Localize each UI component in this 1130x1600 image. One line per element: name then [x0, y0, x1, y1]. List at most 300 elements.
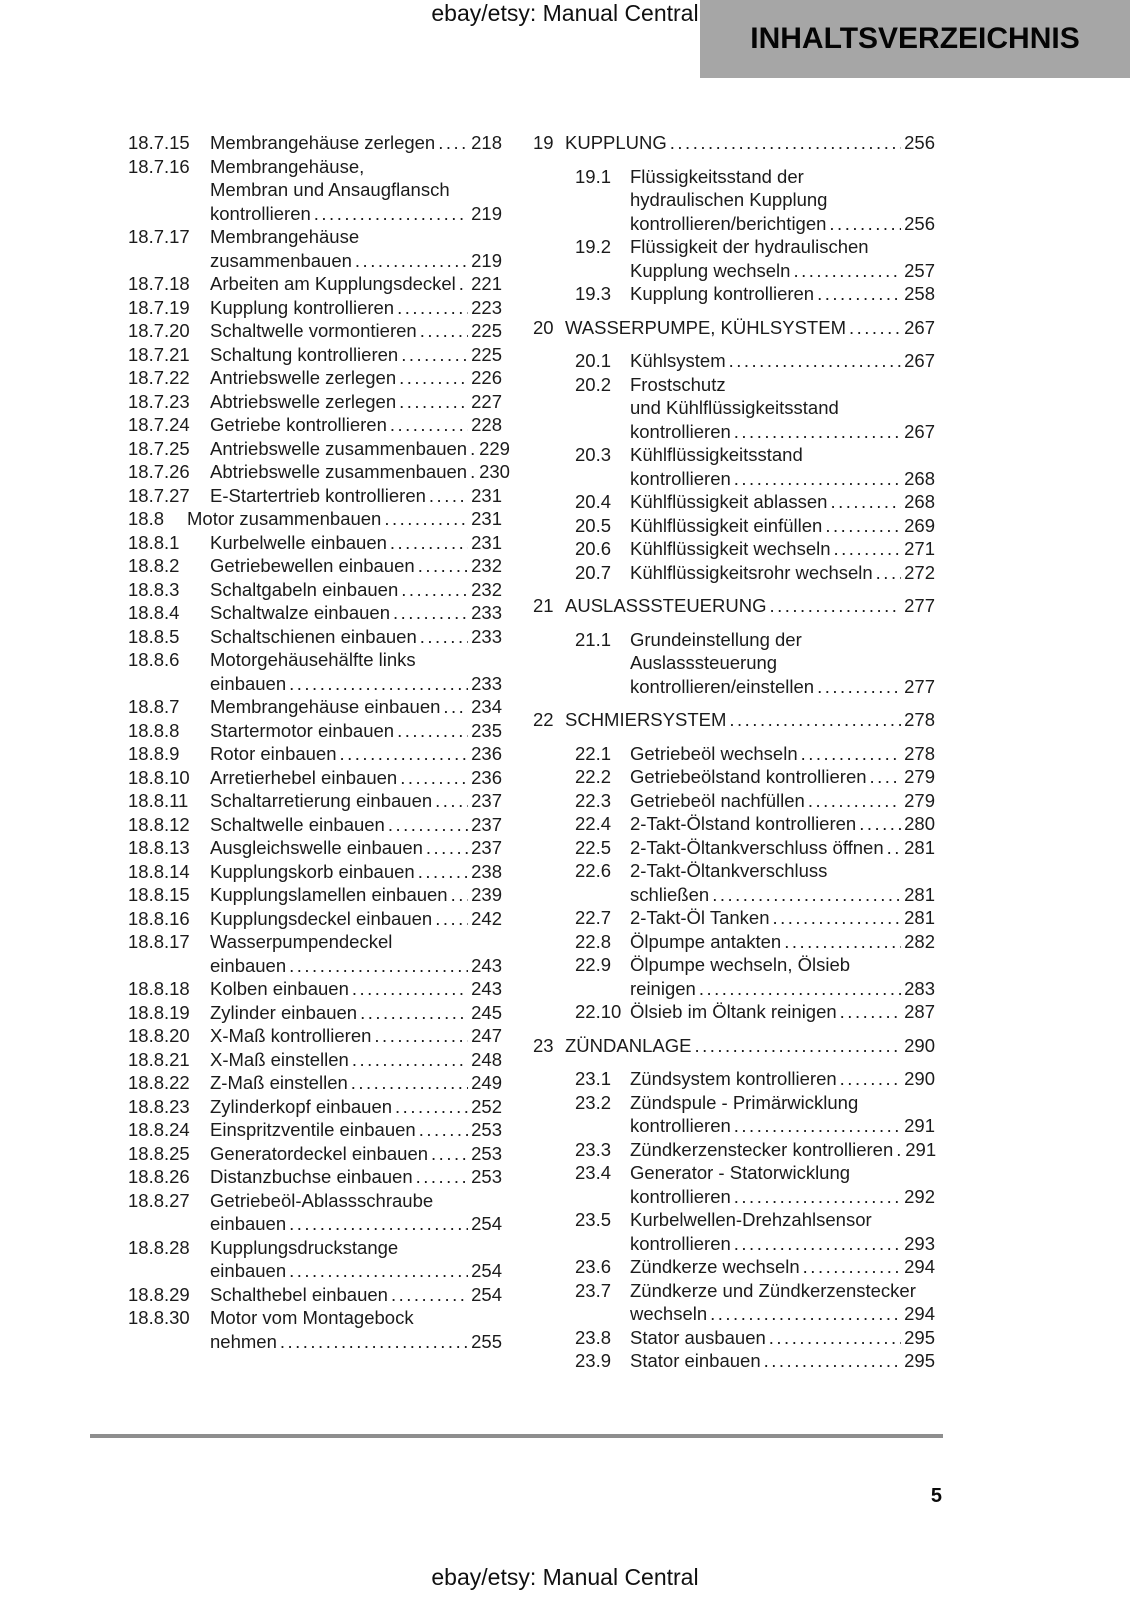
- toc-entry-title-line: [630, 1302, 935, 1326]
- toc-entry: [128, 930, 502, 977]
- toc-entry-title-text: Getriebeölstand kontrollieren: [630, 766, 867, 787]
- toc-entry-title-text: Distanzbuchse einbauen: [210, 1166, 413, 1187]
- toc-entry-title-text: Z-Maß einstellen: [210, 1072, 348, 1093]
- toc-entry: [533, 1138, 935, 1162]
- toc-entry-number: 18.8.1: [128, 531, 180, 553]
- dot-leader: [793, 259, 901, 283]
- toc-entry-page: 295: [904, 1326, 935, 1348]
- toc-entry-page: 254: [471, 1283, 502, 1305]
- dot-leader: [443, 695, 468, 719]
- toc-entry: [128, 1236, 502, 1283]
- toc-entry: [533, 1279, 935, 1326]
- toc-chapter: [533, 131, 935, 155]
- toc-entry-title-line: Flüssigkeit der hydraulischen: [630, 236, 869, 257]
- toc-entry-title-text: Generatordeckel einbauen: [210, 1142, 429, 1164]
- toc-entry-body: [210, 648, 502, 695]
- toc-entry-page: 295: [904, 1350, 935, 1371]
- toc-entry-title-line: [630, 259, 935, 283]
- dot-leader: [280, 1330, 468, 1354]
- toc-entry-title-text: Membrangehäuse zerlegen: [210, 132, 436, 153]
- toc-entry-title-text: Schaltung kontrollieren: [210, 343, 399, 365]
- dot-leader: [420, 319, 468, 343]
- toc-entry: [533, 1255, 935, 1279]
- toc-entry-title-line: [210, 366, 502, 390]
- toc-entry-body: [187, 507, 502, 531]
- toc-entry-title-line: [210, 131, 502, 155]
- toc-entry-body: [210, 860, 502, 884]
- toc-entry-number: 20.1: [575, 350, 612, 371]
- toc-entry-number: 18.8.19: [128, 1001, 190, 1023]
- toc-entry-number: 22.8: [575, 930, 612, 952]
- toc-entry: [128, 1048, 502, 1072]
- toc-entry-body: [630, 628, 935, 699]
- dot-leader: [289, 1212, 468, 1236]
- toc-entry-title-line: hydraulischen Kupplung: [630, 189, 828, 210]
- toc-entry-title-text: Kupplungskorb einbauen: [210, 860, 415, 882]
- toc-entry-page: 236: [471, 766, 502, 788]
- toc-entry-number: 18.8.16: [128, 907, 190, 929]
- dot-leader: [401, 343, 468, 367]
- toc-entry-number: 18.7.24: [128, 414, 190, 435]
- toc-entry-title-line: Membran und Ansaugflansch: [210, 179, 450, 200]
- toc-entry-title-line: [210, 695, 502, 719]
- dot-leader: [314, 202, 468, 226]
- toc-entry: [533, 282, 935, 306]
- toc-entry-title-text: Schaltwelle vormontieren: [210, 320, 417, 341]
- toc-entry-page: 248: [471, 1048, 502, 1070]
- toc-entry-body: [210, 366, 502, 390]
- toc-entry-page: 229: [479, 437, 510, 459]
- toc-entry-title-text: Motor zusammenbauen: [187, 508, 382, 529]
- toc-entry-body: [630, 349, 935, 373]
- toc-entry-body: [210, 225, 502, 272]
- toc-entry-title-line: [210, 1165, 502, 1189]
- toc-entry-title-text: Kühlflüssigkeit ablassen: [630, 491, 828, 512]
- toc-entry-number: 22.4: [575, 813, 612, 834]
- watermark-top: ebay/etsy: Manual Central: [431, 0, 699, 26]
- toc-entry-title-line: [210, 836, 502, 860]
- toc-entry-title-line: [630, 561, 935, 585]
- toc-entry-number: 22.2: [575, 766, 612, 787]
- toc-entry-number: 18.7.26: [128, 461, 190, 482]
- toc-entry-title-text: X-Maß kontrollieren: [210, 1025, 372, 1046]
- toc-entry: [128, 343, 502, 367]
- toc-entry-page: 254: [471, 1213, 502, 1234]
- toc-entry-number: 18.8.12: [128, 813, 190, 835]
- toc-entry: [533, 1000, 935, 1024]
- toc-entry-title-text: einbauen: [210, 954, 287, 976]
- toc-entry-body: [210, 930, 502, 977]
- toc-entry-body: [210, 413, 502, 437]
- toc-entry-title-line: [210, 1071, 502, 1095]
- toc-entry-title-line: [210, 1330, 502, 1354]
- toc-entry-title-text: Schaltgabeln einbauen: [210, 578, 399, 600]
- toc-entry-number: 19.3: [575, 283, 612, 304]
- toc-entry-number: 23.2: [575, 1091, 612, 1113]
- toc-entry-page: 256: [904, 212, 935, 234]
- toc-entry-number: 18.8.5: [128, 625, 180, 647]
- toc-entry-title-text: Stator einbauen: [630, 1350, 761, 1371]
- toc-entry-number: 18.8.20: [128, 1025, 190, 1046]
- toc-entry-title-line: [210, 1024, 502, 1048]
- toc-entry-title-text: Kupplungsdeckel einbauen: [210, 907, 433, 929]
- toc-entry-title-text: SCHMIERSYSTEM: [565, 709, 727, 730]
- dot-leader: [388, 813, 468, 837]
- toc-entry-page: 291: [905, 1138, 937, 1160]
- toc-entry-page: 255: [471, 1330, 502, 1352]
- toc-entry-body: [210, 1118, 502, 1142]
- toc-entry: [128, 1165, 502, 1189]
- toc-entry-title-line: [210, 789, 502, 813]
- dot-leader: [712, 883, 901, 907]
- toc-entry-title-line: [565, 131, 935, 155]
- toc-entry-title-text: WASSERPUMPE, KÜHLSYSTEM: [565, 316, 846, 338]
- toc-entry: [128, 789, 502, 813]
- toc-entry-page: 239: [471, 884, 502, 905]
- toc-entry-body: [210, 766, 502, 790]
- toc-entry-page: 243: [471, 978, 502, 999]
- toc-entry-title-line: Grundeinstellung der: [630, 628, 802, 650]
- toc-entry-page: 218: [471, 132, 502, 153]
- toc-entry: [128, 296, 502, 320]
- toc-entry-page: 294: [904, 1256, 935, 1277]
- toc-entry-number: 23.1: [575, 1068, 612, 1089]
- toc-entry-body: [630, 165, 935, 236]
- toc-entry-number: 22.1: [575, 742, 612, 764]
- dot-leader: [390, 413, 468, 437]
- toc-entry-page: 233: [471, 625, 502, 647]
- toc-entry-title-text: Zündkerze wechseln: [630, 1256, 800, 1277]
- toc-entry-page: 226: [471, 367, 502, 388]
- toc-entry-page: 283: [904, 977, 935, 999]
- toc-entry-title-text: Schaltarretierung einbauen: [210, 790, 433, 811]
- toc-entry-body: [630, 1138, 935, 1162]
- toc-entry-number: 18.7.22: [128, 367, 190, 388]
- toc-entry-body: [210, 343, 502, 367]
- toc-entry-page: 253: [471, 1166, 502, 1187]
- toc-entry-title-line: Kupplungsdruckstange: [210, 1236, 399, 1258]
- dot-leader: [416, 1165, 469, 1189]
- toc-entry: [128, 1142, 502, 1166]
- toc-entry-title-line: [210, 1118, 502, 1142]
- toc-entry-title-line: [210, 883, 502, 907]
- dot-leader: [470, 437, 476, 461]
- toc-entry-page: 236: [471, 743, 502, 764]
- toc-entry-title-text: Getriebeöl nachfüllen: [630, 789, 805, 811]
- toc-entry-number: 21.1: [575, 628, 612, 650]
- toc-entry-title-text: einbauen: [210, 1260, 287, 1281]
- toc-entry-title-text: Kühlflüssigkeit wechseln: [630, 538, 831, 559]
- toc-entry-title-line: [210, 860, 502, 884]
- toc-entry-title-text: kontrollieren: [630, 467, 731, 489]
- toc-entry-title-line: [210, 1048, 502, 1072]
- toc-entry-number: 19.2: [575, 236, 612, 257]
- toc-entry-title-line: [630, 490, 935, 514]
- toc-chapter: [533, 594, 935, 618]
- toc-entry: [533, 906, 935, 930]
- toc-entry-number: 18.8.4: [128, 602, 180, 623]
- toc-entry-title-line: Membrangehäuse: [210, 226, 360, 247]
- toc-entry-title-text: Getriebeöl wechseln: [630, 742, 798, 764]
- toc-entry-body: [630, 373, 935, 444]
- toc-entry: [533, 537, 935, 561]
- dot-leader: [418, 860, 468, 884]
- toc-entry-title-line: 2-Takt-Öltankverschluss: [630, 860, 828, 881]
- toc-entry-body: [630, 282, 935, 306]
- dot-leader: [429, 484, 468, 508]
- toc-entry-body: [210, 1165, 502, 1189]
- toc-entry-page: 233: [471, 602, 502, 623]
- toc-entry-page: 277: [904, 595, 935, 616]
- toc-entry-page: 256: [904, 132, 935, 153]
- toc-entry-number: 18.8.11: [128, 790, 189, 811]
- toc-entry-page: 219: [471, 249, 502, 271]
- toc-entry-number: 18.8.23: [128, 1095, 190, 1117]
- dot-leader: [801, 742, 902, 766]
- toc-entry-title-line: [630, 765, 935, 789]
- toc-entry-title-line: [210, 272, 502, 296]
- toc-entry-title-text: Zylinderkopf einbauen: [210, 1095, 393, 1117]
- toc-entry-title-text: Kühlsystem: [630, 350, 726, 371]
- toc-entry-body: [210, 977, 502, 1001]
- dot-leader: [829, 212, 901, 236]
- toc-entry-title-line: [565, 316, 935, 340]
- toc-entry-number: 18.8.17: [128, 931, 190, 952]
- toc-entry-body: [210, 1024, 502, 1048]
- dot-leader: [840, 1067, 901, 1091]
- toc-entry-body: [630, 859, 935, 906]
- toc-entry-number: 18.7.20: [128, 320, 190, 341]
- toc-entry-number: 18.8.13: [128, 837, 190, 858]
- toc-entry: [128, 860, 502, 884]
- toc-entry-title-line: [210, 413, 502, 437]
- toc-entry-title-line: [210, 531, 502, 555]
- toc-entry: [128, 131, 502, 155]
- toc-entry-title-line: [210, 578, 502, 602]
- dot-leader: [374, 1024, 468, 1048]
- toc-entry: [533, 1208, 935, 1255]
- toc-entry: [128, 225, 502, 272]
- toc-entry-title-line: [630, 1255, 935, 1279]
- toc-entry-title-text: 2-Takt-Ölstand kontrollieren: [630, 813, 857, 834]
- toc-entry-page: 237: [471, 790, 502, 811]
- toc-entry-number: 18.7.27: [128, 484, 190, 506]
- toc-entry-title-line: [630, 883, 935, 907]
- toc-entry-page: 277: [904, 675, 935, 697]
- toc-entry-title-line: [210, 672, 502, 696]
- toc-entry-number: 20: [533, 316, 554, 338]
- toc-entry-title-text: Kühlflüssigkeitsrohr wechseln: [630, 561, 873, 583]
- toc-entry-page: 221: [471, 273, 502, 294]
- toc-entry-page: 225: [471, 343, 502, 365]
- toc-entry: [533, 859, 935, 906]
- toc-entry-number: 18.8.21: [128, 1048, 190, 1070]
- toc-entry-number: 18.8.9: [128, 743, 180, 764]
- dot-leader: [391, 1283, 468, 1307]
- toc-entry-title-text: kontrollieren: [630, 420, 731, 442]
- dot-leader: [352, 1048, 468, 1072]
- toc-entry-title-line: [630, 1232, 935, 1256]
- toc-entry-title-text: einbauen: [210, 1213, 287, 1234]
- toc-entry-number: 23.7: [575, 1279, 612, 1301]
- toc-entry-body: [630, 443, 935, 490]
- toc-entry-body: [210, 460, 510, 484]
- toc-entry-page: 268: [904, 467, 935, 489]
- toc-entry-body: [210, 789, 502, 813]
- toc-entry-number: 18.8.24: [128, 1119, 190, 1140]
- toc-entry-body: [565, 708, 935, 732]
- toc-entry-title-text: reinigen: [630, 977, 696, 999]
- toc-entry-body: [210, 390, 502, 414]
- toc-entry-title-line: Frostschutz: [630, 373, 726, 395]
- toc-entry-number: 18.8.29: [128, 1283, 190, 1305]
- toc-entry: [533, 1091, 935, 1138]
- toc-entry-title-line: [210, 484, 502, 508]
- toc-entry-body: [630, 537, 935, 561]
- toc-entry-number: 18.8.28: [128, 1236, 190, 1258]
- dot-leader: [840, 1000, 901, 1024]
- toc-entry-title-line: Kühlflüssigkeitsstand: [630, 444, 803, 465]
- toc-entry: [128, 155, 502, 226]
- toc-entry-page: 268: [904, 491, 935, 512]
- toc-entry-title-line: Motorgehäusehälfte links: [210, 649, 416, 670]
- toc-entry-title-text: Schaltschienen einbauen: [210, 625, 417, 647]
- toc-entry-page: 292: [904, 1185, 935, 1207]
- toc-entry-body: [210, 1236, 502, 1283]
- toc-chapter: [533, 1034, 935, 1058]
- toc-entry-title-text: Kupplung kontrollieren: [210, 296, 395, 318]
- toc-entry-page: 290: [904, 1068, 935, 1089]
- toc-entry-page: 237: [471, 813, 502, 835]
- toc-entry-page: 243: [471, 954, 502, 976]
- toc-entry-body: [565, 594, 935, 618]
- toc-entry-body: [210, 296, 502, 320]
- toc-entry-title-text: schließen: [630, 883, 710, 905]
- toc-entry-title-line: Ölpumpe wechseln, Ölsieb: [630, 954, 851, 975]
- toc-entry-page: 267: [904, 350, 935, 371]
- toc-entry-body: [630, 1349, 935, 1373]
- toc-entry-title-text: Abtriebswelle zusammenbauen: [210, 461, 468, 482]
- dot-leader: [830, 490, 901, 514]
- toc-entry: [128, 484, 502, 508]
- toc-entry-title-line: [630, 1349, 935, 1373]
- page-number: 5: [930, 1485, 942, 1507]
- toc-entry-page: 228: [471, 414, 502, 435]
- toc-entry-number: 18.8.25: [128, 1142, 190, 1164]
- toc-entry-body: [630, 789, 935, 813]
- toc-entry: [533, 514, 935, 538]
- toc-entry-number: 21: [533, 595, 554, 616]
- toc-entry: [533, 742, 935, 766]
- toc-entry-title-text: Zylinder einbauen: [210, 1001, 358, 1023]
- toc-entry-title-text: 2-Takt-Öltankverschluss öffnen: [630, 836, 884, 858]
- toc-entry-page: 233: [471, 672, 502, 694]
- toc-entry-page: 294: [904, 1303, 935, 1324]
- toc-entry: [533, 490, 935, 514]
- toc-entry-number: 18.7.21: [128, 343, 190, 365]
- dot-leader: [734, 1185, 901, 1209]
- toc-entry-page: 281: [904, 836, 935, 858]
- toc-entry-body: [630, 1161, 935, 1208]
- dot-leader: [817, 675, 901, 699]
- toc-entry-title-line: Membrangehäuse,: [210, 155, 365, 177]
- dot-leader: [729, 708, 901, 732]
- toc-entry-title-line: [210, 1283, 502, 1307]
- toc-entry-title-line: [210, 766, 502, 790]
- toc-entry-page: 278: [904, 709, 935, 730]
- toc-entry-page: 269: [904, 514, 935, 536]
- toc-entry: [128, 695, 502, 719]
- toc-entry-body: [210, 719, 502, 743]
- toc-entry-title-line: [210, 437, 510, 461]
- watermark-bottom: ebay/etsy: Manual Central: [431, 1564, 699, 1590]
- toc-entry-title-line: [630, 1000, 935, 1024]
- toc-entry-title-line: Generator - Statorwicklung: [630, 1162, 851, 1183]
- toc-chapter: [533, 708, 935, 732]
- toc-entry-title-text: kontrollieren: [630, 1232, 731, 1254]
- dot-leader: [355, 249, 468, 273]
- toc-entry-body: [565, 316, 935, 340]
- toc-entry-title-text: kontrollieren/einstellen: [630, 675, 815, 697]
- toc-entry-number: 18.7.18: [128, 273, 190, 294]
- toc-entry-page: 245: [471, 1001, 502, 1023]
- dot-leader: [773, 906, 902, 930]
- toc-entry-page: 257: [904, 259, 935, 281]
- toc-entry-number: 23: [533, 1034, 554, 1056]
- toc-entry-title-line: [210, 1259, 502, 1283]
- toc-entry-page: 253: [471, 1142, 502, 1164]
- toc-entry: [533, 1326, 935, 1350]
- toc-entry-title-text: kontrollieren: [630, 1185, 731, 1207]
- toc-entry-page: 247: [471, 1025, 502, 1046]
- toc-entry-title-line: [630, 349, 935, 373]
- page-title: INHALTSVERZEICHNIS: [750, 22, 1080, 55]
- toc-entry: [533, 561, 935, 585]
- toc-entry-title-text: Kupplung kontrollieren: [630, 283, 815, 304]
- toc-entry-title-text: einbauen: [210, 672, 287, 694]
- toc-entry-number: 18.8.22: [128, 1072, 190, 1093]
- toc-entry: [128, 601, 502, 625]
- toc-entry-title-line: [210, 390, 502, 414]
- toc-entry-body: [630, 836, 935, 860]
- toc-entry-title-line: Zündkerze und Zündkerzenstecker: [630, 1279, 916, 1301]
- dot-leader: [390, 531, 468, 555]
- toc-entry-body: [630, 1279, 935, 1326]
- toc-entry-title-text: Membrangehäuse einbauen: [210, 696, 441, 717]
- toc-entry-body: [210, 836, 502, 860]
- dot-leader: [769, 1326, 901, 1350]
- toc-entry-body: [630, 235, 935, 282]
- toc-entry: [128, 766, 502, 790]
- toc-entry: [128, 836, 502, 860]
- toc-entry: [128, 742, 502, 766]
- toc-entry-page: 281: [904, 907, 935, 928]
- dot-leader: [289, 1259, 468, 1283]
- toc-entry-page: 282: [904, 930, 935, 952]
- toc-entry: [128, 1095, 502, 1119]
- toc-entry: [533, 789, 935, 813]
- toc-entry: [533, 165, 935, 236]
- dot-leader: [289, 954, 468, 978]
- toc-entry-title-line: [630, 282, 935, 306]
- toc-entry-title-line: [630, 930, 935, 954]
- toc-entry: [128, 1189, 502, 1236]
- toc-entry-page: 291: [904, 1115, 935, 1136]
- toc-entry-title-text: Kupplung wechseln: [630, 259, 791, 281]
- toc-entry-title-text: Zündkerzenstecker kontrollieren: [630, 1138, 894, 1160]
- dot-leader: [729, 349, 902, 373]
- toc-entry-page: 238: [471, 860, 502, 882]
